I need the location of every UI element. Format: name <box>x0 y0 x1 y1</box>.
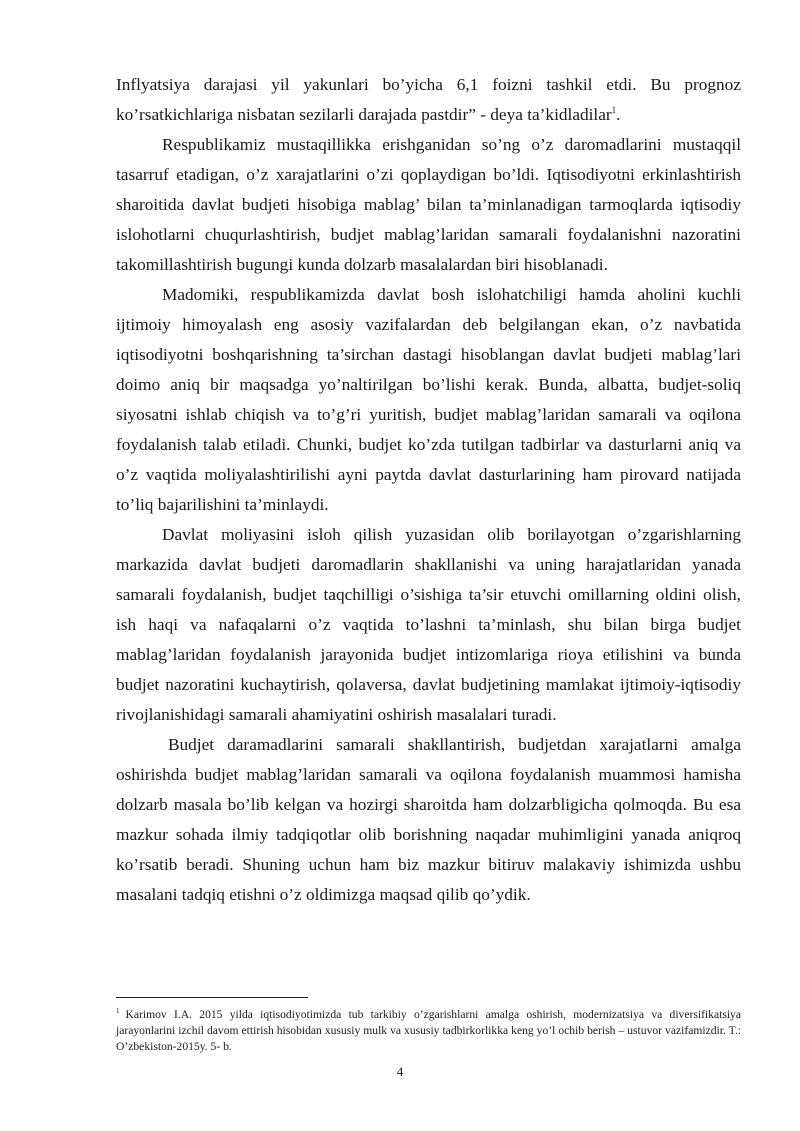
paragraph-1 <box>116 70 741 130</box>
paragraph-1-end: . <box>616 105 621 124</box>
footnote <box>116 1007 741 1055</box>
page-number: 4 <box>396 1064 404 1079</box>
paragraph-1-text: Inflyatsiya darajasi yil yakunlari bo’yicha 6,1 foizni tashkil etdi. Bu prognoz ko’rsatkichlariga nisbatan sezilarli darajada pastdir” - deya ta’kidladilar <box>116 75 741 124</box>
footnote-text: Karimov I.A. 2015 yilda iqtisodiyotimizda tub tarkibiy o’zgarishlarni amalga oshirish, modernizatsiya va diversifikatsiya jarayonlarini izchil davom ettirish hisobidan xususiy mulk va xususiy tadbirkorlikka keng yo’l ochib berish – ustuvor vazifamizdir. T.: O’zbekiston-2015y. 5- b. <box>116 1008 741 1053</box>
footnote-reference[interactable]: 1 <box>611 105 617 116</box>
paragraph-2: Respublikamiz mustaqillikka erishganidan so’ng o’z daromadlarini mustaqqil tasarruf etadigan, o’z xarajatlarini o’zi qoplaydigan bo’ldi. Iqtisodiyotni erkinlashtirish sharoitida davlat budjeti hisobiga mablag’ bilan ta’minlanadigan tarmoqlarda iqtisodiy islohotlarni chuqurlashtirish, budjet mablag’laridan samarali foydalanishni nazoratini takomillashtirish bugungi kunda dolzarb masalalardan biri hisoblanadi. <box>116 135 741 274</box>
footnote-marker: 1 <box>116 1007 120 1016</box>
paragraph-4: Davlat moliyasini isloh qilish yuzasidan olib borilayotgan o’zgarishlarning markazida davlat budjeti daromadlarin shakllanishi va uning harajatlaridan yanada samarali foydalanish, budjet taqchilligi o’sishiga ta’sir etuvchi omillarning oldini olish, ish haqi va nafaqalarni o’z vaqtida to’lashni ta’minlash, shu bilan birga budjet mablag’laridan foydalanish jarayonida budjet intizomlariga rioya etilishini va bunda budjet nazoratini kuchaytirish, qolaversa, davlat budjetining mamlakat ijtimoiy-iqtisodiy rivojlanishidagi samarali ahamiyatini oshirish masalalari turadi. <box>116 525 741 724</box>
footnote-separator <box>116 997 308 998</box>
paragraph-5: Budjet daramadlarini samarali shakllantirish, budjetdan xarajatlarni amalga oshirishda budjet mablag’laridan samarali va oqilona foydalanish muammosi hamisha dolzarb masala bo’lib kelgan va hozirgi sharoitda ham dolzarbligicha qolmoqda. Bu esa mazkur sohada ilmiy tadqiqotlar olib borishning naqadar muhimligini yanada aniqroq ko’rsatib beradi. Shuning uchun ham biz mazkur bitiruv malakaviy ishimizda ushbu masalani tadqiq etishni o’z oldimizga maqsad qilib qo’ydik. <box>116 735 741 904</box>
paragraph-3: Madomiki, respublikamizda davlat bosh islohatchiligi hamda aholini kuchli ijtimoiy himoyalash eng asosiy vazifalardan deb belgilangan ekan, o’z navbatida iqtisodiyotni boshqarishning ta’sirchan dastagi hisoblangan davlat budjeti mablag’lari doimo aniq bir maqsadga yo’naltirilgan bo’lishi kerak. Bunda, albatta, budjet-soliq siyosatni ishlab chiqish va to’g’ri yuritish, budjet mablag’laridan samarali va oqilona foydalanish talab etiladi. Chunki, budjet ko’zda tutilgan tadbirlar va dasturlarni aniq va o’z vaqtida moliyalashtirilishi ayni paytda davlat dasturlarining ham pirovard natijada to’liq bajarilishini ta’minlaydi. <box>116 285 741 514</box>
body-text <box>116 70 741 910</box>
